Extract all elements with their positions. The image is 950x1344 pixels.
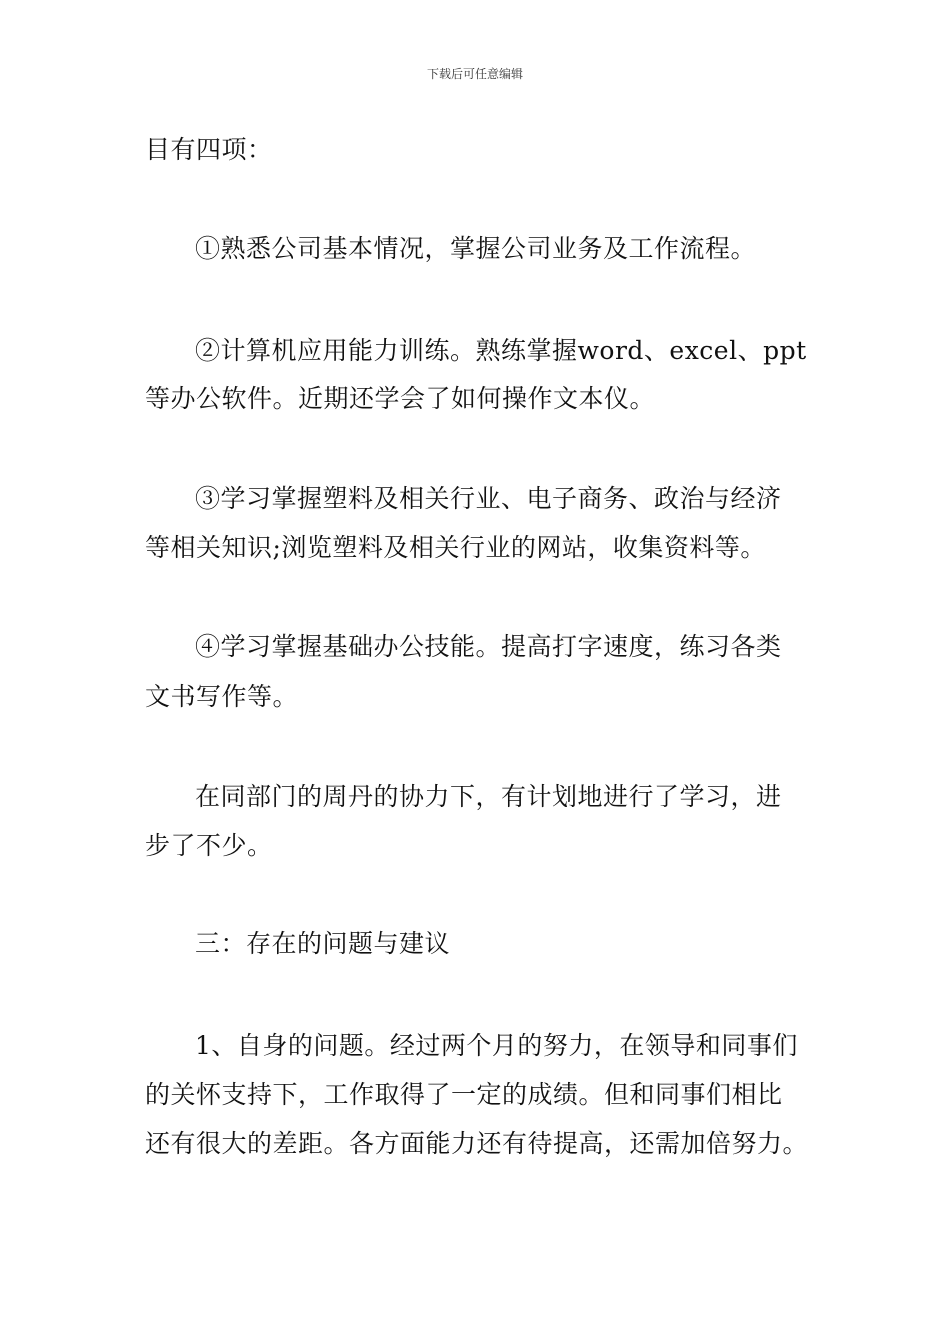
item-3-line-1: ③学习掌握塑料及相关行业、电子商务、政治与经济 (195, 484, 782, 513)
section-heading-problems: 三：存在的问题与建议 (195, 929, 451, 958)
problem-1-line-2: 的关怀支持下，工作取得了一定的成绩。但和同事们相比 (145, 1080, 783, 1109)
problem-1-line-1: 1、自身的问题。经过两个月的努力，在领导和同事们 (195, 1031, 798, 1060)
page-header: 下载后可任意编辑 (426, 67, 523, 81)
item-3-line-2: 等相关知识;浏览塑料及相关行业的网站，收集资料等。 (145, 533, 766, 562)
item-2-line-1: ②计算机应用能力训练。熟练掌握word、excel、ppt (195, 336, 807, 365)
item-2-line-2: 等办公软件。近期还学会了如何操作文本仪。 (145, 384, 656, 413)
intro-line: 目有四项： (145, 135, 273, 164)
problem-1-line-3: 还有很大的差距。各方面能力还有待提高，还需加倍努力。 (145, 1129, 809, 1158)
item-4-line-2: 文书写作等。 (145, 682, 299, 711)
item-1-line-1: ①熟悉公司基本情况，掌握公司业务及工作流程。 (195, 234, 757, 263)
item-4-line-1: ④学习掌握基础办公技能。提高打字速度，练习各类 (195, 632, 782, 661)
paragraph-colleague-line-1: 在同部门的周丹的协力下，有计划地进行了学习，进 (195, 782, 782, 811)
paragraph-colleague-line-2: 步了不少。 (145, 831, 273, 860)
